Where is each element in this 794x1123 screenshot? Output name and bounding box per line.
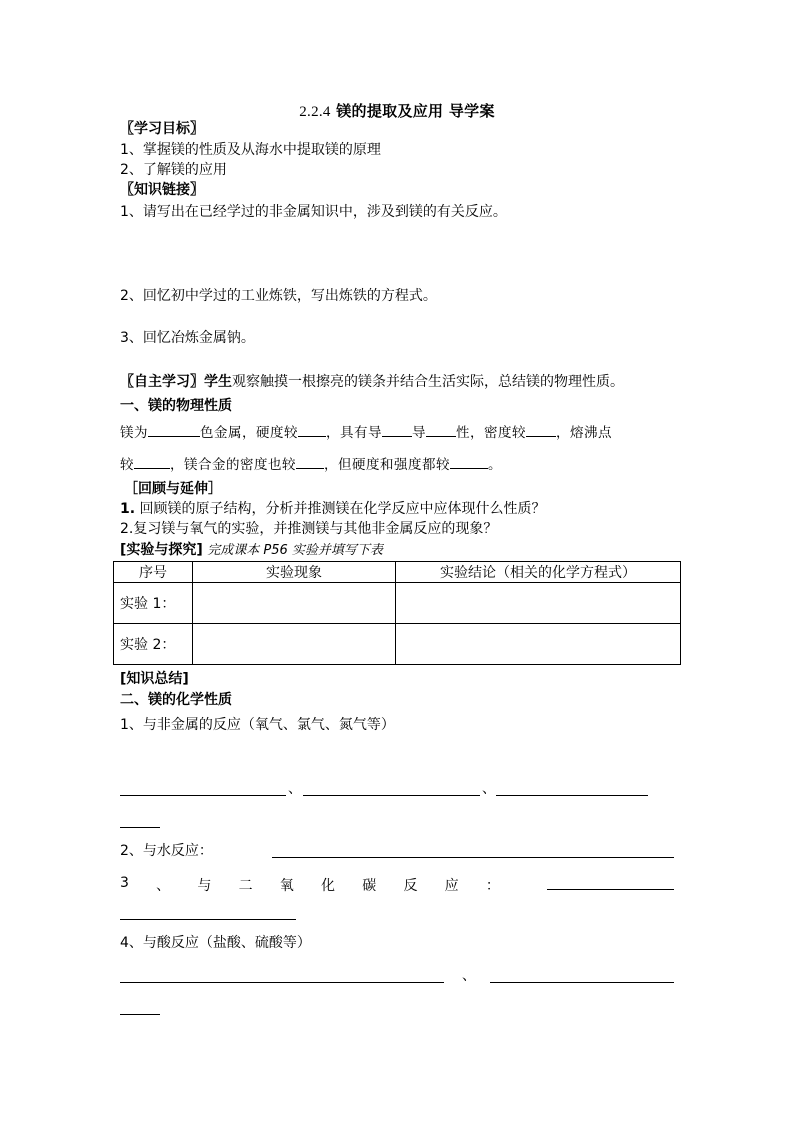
experiment-heading: [实验与探究]	[120, 542, 203, 558]
separator: 、	[462, 968, 476, 984]
goals-heading: 〖学习目标〗	[120, 121, 204, 137]
answer-line[interactable]	[272, 857, 674, 858]
self-study-text: 观察触摸一根擦亮的镁条并结合生活实际，总结镁的物理性质。	[232, 374, 624, 390]
review-question-1-text: 回顾镁的原子结构，分析并推测镁在化学反应中应体现什么性质？	[135, 501, 546, 517]
title-text: 镁的提取及应用 导学案	[336, 102, 495, 120]
review-question-2: 2.复习镁与氧气的实验，并推测镁与其他非金属反应的现象？	[120, 521, 498, 537]
question-char: ：	[485, 878, 500, 894]
links-question-3: 3、回忆冶炼金属钠。	[120, 330, 255, 346]
question-char: 二	[238, 878, 253, 894]
physical-text: 较	[120, 457, 134, 473]
fill-blank[interactable]	[298, 423, 326, 437]
column-header: 序号	[114, 562, 193, 583]
physical-line-1	[120, 423, 612, 442]
physical-text: ，镁合金的密度也较	[170, 457, 296, 473]
physical-text: 镁为	[120, 425, 148, 441]
row-label: 实验 1：	[114, 583, 193, 624]
experiment-table	[113, 561, 681, 665]
answer-line[interactable]	[547, 889, 674, 890]
goal-item-1: 1、掌握镁的性质及从海水中提取镁的原理	[120, 142, 381, 158]
question-char: 氧	[279, 878, 294, 894]
question-char: 3	[120, 875, 129, 891]
answer-line[interactable]	[120, 827, 160, 828]
physical-text: ，熔沸点	[556, 425, 612, 441]
physical-text: ，具有导	[326, 425, 382, 441]
separator: 、	[288, 781, 302, 797]
table-cell[interactable]	[193, 583, 396, 624]
question-char: 反	[403, 878, 418, 894]
fill-blank[interactable]	[450, 455, 488, 469]
summary-heading: [知识总结]	[120, 671, 189, 687]
row-label: 实验 2：	[114, 624, 193, 665]
links-question-1: 1、请写出在已经学过的非金属知识中，涉及到镁的有关反应。	[120, 204, 507, 220]
chemical-question-2: 2、与水反应：	[120, 843, 213, 859]
answer-line[interactable]	[120, 795, 286, 796]
links-heading: 〖知识链接〗	[120, 182, 204, 198]
answer-line[interactable]	[490, 982, 674, 983]
physical-text: 。	[488, 457, 502, 473]
fill-blank[interactable]	[426, 423, 456, 437]
physical-text: 导	[412, 425, 426, 441]
answer-line[interactable]	[496, 795, 648, 796]
table-header-row	[114, 562, 681, 583]
table-row	[114, 583, 681, 624]
chemical-question-4: 4、与酸反应（盐酸、硫酸等）	[120, 935, 311, 951]
fill-blank[interactable]	[296, 455, 324, 469]
fill-blank[interactable]	[382, 423, 412, 437]
review-heading: ［回顾与延伸］	[124, 481, 222, 497]
column-header: 实验现象	[193, 562, 396, 583]
self-study-line	[120, 373, 624, 391]
fill-blank[interactable]	[148, 423, 200, 437]
physical-text: 色金属，硬度较	[200, 425, 298, 441]
experiment-note: 完成课本 P56 实验并填写下表	[207, 543, 383, 558]
page-title	[0, 100, 794, 121]
table-row	[114, 624, 681, 665]
column-header: 实验结论（相关的化学方程式）	[396, 562, 681, 583]
answer-line[interactable]	[120, 982, 444, 983]
goal-item-2: 2、了解镁的应用	[120, 162, 227, 178]
question-char: 化	[321, 878, 336, 894]
title-number: 2.2.4	[299, 104, 331, 120]
physical-text: ，但硬度和强度都较	[324, 457, 450, 473]
experiment-heading-line	[120, 541, 383, 560]
chemical-question-1: 1、与非金属的反应（氧气、氯气、氮气等）	[120, 717, 395, 733]
review-question-1-number: 1.	[120, 501, 136, 517]
question-char: 碳	[362, 878, 377, 894]
separator: 、	[482, 781, 496, 797]
answer-line[interactable]	[120, 919, 296, 920]
question-char: 、	[156, 878, 171, 894]
answer-line[interactable]	[303, 795, 480, 796]
table-cell[interactable]	[193, 624, 396, 665]
question-char: 应	[444, 878, 459, 894]
question-char: 与	[197, 878, 212, 894]
self-study-label: 学生	[204, 374, 232, 390]
answer-line[interactable]	[120, 1014, 160, 1015]
chemical-question-3	[120, 875, 500, 895]
review-question-1	[120, 500, 546, 518]
table-cell[interactable]	[396, 583, 681, 624]
links-question-2: 2、回忆初中学过的工业炼铁，写出炼铁的方程式。	[120, 288, 437, 304]
fill-blank[interactable]	[526, 423, 556, 437]
fill-blank[interactable]	[134, 455, 170, 469]
self-study-heading: 〖自主学习〗	[120, 374, 204, 390]
physical-line-2	[120, 455, 502, 474]
chemical-heading: 二、镁的化学性质	[120, 692, 232, 708]
physical-text: 性，密度较	[456, 425, 526, 441]
physical-heading: 一、镁的物理性质	[120, 398, 232, 414]
table-cell[interactable]	[396, 624, 681, 665]
